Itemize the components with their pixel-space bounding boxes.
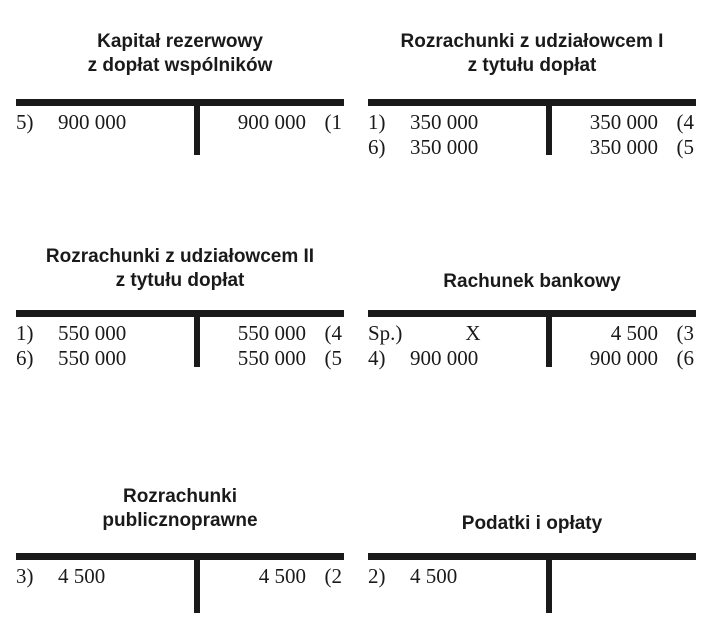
- t-account-rachunek-bankowy: [368, 245, 696, 375]
- credit-entry-label: (1: [324, 110, 342, 134]
- credit-entry-label: (3: [676, 321, 694, 345]
- credit-entry-value: 350 000: [589, 110, 658, 134]
- debit-entry-value: 550 000: [58, 346, 127, 370]
- credit-entry-value: 550 000: [237, 321, 306, 345]
- credit-entry-label: (4: [324, 321, 342, 345]
- debit-entry-value: X: [465, 321, 481, 345]
- t-account-horizontal-line: [16, 310, 344, 317]
- debit-entry-label: 6): [16, 346, 34, 370]
- ledger-row: [16, 564, 344, 588]
- debit-entry-value: 900 000: [410, 346, 479, 370]
- debit-entry-label: 3): [16, 564, 34, 588]
- t-account-horizontal-line: [16, 553, 344, 560]
- account-title-line-2: z dopłat wspólników: [87, 55, 273, 76]
- t-account-horizontal-line: [368, 99, 696, 106]
- account-title-line-2: z tytułu dopłat: [115, 270, 245, 291]
- ledger-row: [16, 346, 344, 370]
- ledger-row: [368, 110, 696, 134]
- credit-entry-value: 350 000: [589, 135, 658, 159]
- debit-entry-value: 4 500: [58, 564, 106, 588]
- debit-entry-label: 1): [16, 321, 34, 345]
- t-account-horizontal-line: [16, 99, 344, 106]
- debit-entry-value: 900 000: [58, 110, 127, 134]
- account-title-line-1: Rozrachunki z udziałowcem II: [45, 246, 315, 267]
- credit-entry-label: (6: [676, 346, 694, 370]
- debit-entry-value: 350 000: [410, 110, 479, 134]
- credit-entry-label: (4: [676, 110, 694, 134]
- debit-entry-value: 550 000: [58, 321, 127, 345]
- credit-entry-value: 900 000: [237, 110, 306, 134]
- ledger-row: [368, 564, 696, 588]
- t-account-horizontal-line: [368, 553, 696, 560]
- credit-entry-value: 550 000: [237, 346, 306, 370]
- debit-entry-value: 350 000: [410, 135, 479, 159]
- account-title-line-2: publicznoprawne: [102, 510, 258, 531]
- debit-entry-label: 2): [368, 564, 386, 588]
- t-account-horizontal-line: [368, 310, 696, 317]
- ledger-row: [16, 110, 344, 134]
- credit-entry-value: 900 000: [589, 346, 658, 370]
- debit-entry-value: 4 500: [410, 564, 458, 588]
- debit-entry-label: 5): [16, 110, 34, 134]
- credit-entry-label: (5: [324, 346, 342, 370]
- t-account-podatki-i-oplaty: [368, 485, 696, 615]
- t-account-rozrachunki-udzialowiec-2: [16, 245, 344, 375]
- credit-entry-value: 4 500: [258, 564, 306, 588]
- ledger-row: [16, 321, 344, 345]
- credit-entry-label: (5: [676, 135, 694, 159]
- t-account-rozrachunki-udzialowiec-1: [368, 30, 696, 160]
- account-title-line-1: Rozrachunki z udziałowcem I: [400, 31, 664, 52]
- debit-entry-label: Sp.): [368, 321, 403, 345]
- account-title-line-1: Rozrachunki: [122, 486, 238, 507]
- debit-entry-label: 6): [368, 135, 386, 159]
- t-account-kapital-rezerwowy: [16, 30, 344, 160]
- account-title-line-2: z tytułu dopłat: [467, 55, 597, 76]
- t-account-rozrachunki-publicznoprawne: [16, 485, 344, 615]
- debit-entry-label: 4): [368, 346, 386, 370]
- debit-entry-label: 1): [368, 110, 386, 134]
- account-title-line-1: Kapitał rezerwowy: [97, 31, 263, 52]
- ledger-row: [368, 346, 696, 370]
- account-title: Podatki i opłaty: [461, 513, 603, 534]
- account-title: Rachunek bankowy: [443, 271, 621, 292]
- credit-entry-label: (2: [324, 564, 342, 588]
- ledger-row: [368, 321, 696, 345]
- ledger-row: [368, 135, 696, 159]
- credit-entry-value: 4 500: [610, 321, 658, 345]
